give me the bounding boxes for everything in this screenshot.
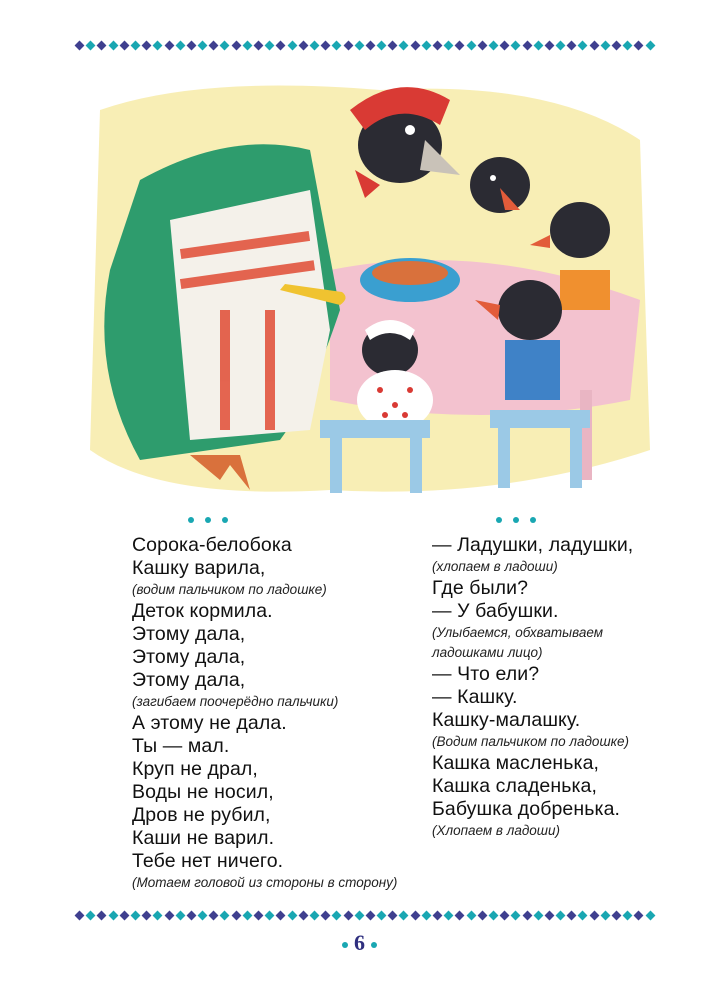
- border-diamond: [522, 910, 532, 920]
- poem-stage-direction: (хлопаем в ладоши): [432, 559, 558, 574]
- border-diamond: [612, 910, 622, 920]
- border-diamond: [600, 910, 610, 920]
- poem-line: Ты — мал.: [132, 735, 230, 757]
- border-diamond: [500, 40, 510, 50]
- border-diamond: [198, 40, 208, 50]
- border-diamond: [365, 910, 375, 920]
- border-diamond: [399, 40, 409, 50]
- poem-stage-direction: (Мотаем головой из стороны в сторону): [132, 875, 398, 890]
- border-diamond: [477, 910, 487, 920]
- border-diamond: [433, 40, 443, 50]
- border-diamond: [365, 40, 375, 50]
- border-diamond: [377, 910, 387, 920]
- poem-ladushki: [432, 534, 662, 841]
- poem-line: Тебе нет ничего.: [132, 850, 284, 872]
- border-diamond: [242, 40, 252, 50]
- page-number: [0, 930, 719, 956]
- border-diamond: [466, 910, 476, 920]
- border-diamond: [623, 910, 633, 920]
- border-diamond: [444, 910, 454, 920]
- border-diamond: [108, 910, 118, 920]
- border-diamond: [354, 40, 364, 50]
- border-diamond: [142, 40, 152, 50]
- border-diamond: [108, 40, 118, 50]
- border-diamond: [466, 40, 476, 50]
- page-number-dot-left: [342, 942, 348, 948]
- border-diamond: [511, 910, 521, 920]
- border-diamond: [242, 910, 252, 920]
- border-diamond: [455, 910, 465, 920]
- border-diamond: [309, 910, 319, 920]
- border-diamond: [130, 40, 140, 50]
- border-diamond: [119, 910, 129, 920]
- border-diamond: [265, 910, 275, 920]
- poem-line: Этому дала,: [132, 669, 246, 691]
- border-diamond: [421, 40, 431, 50]
- border-diamond: [287, 40, 297, 50]
- border-diamond: [556, 910, 566, 920]
- border-diamond: [421, 910, 431, 920]
- border-diamond: [488, 910, 498, 920]
- border-diamond: [75, 910, 85, 920]
- border-diamond: [343, 910, 353, 920]
- border-diamond: [276, 40, 286, 50]
- poem-line: Где были?: [432, 577, 529, 599]
- border-diamond: [455, 40, 465, 50]
- border-diamond: [220, 40, 230, 50]
- border-diamond: [544, 910, 554, 920]
- border-diamond: [276, 910, 286, 920]
- border-diamond: [97, 40, 107, 50]
- border-diamond: [634, 40, 644, 50]
- border-diamond: [175, 40, 185, 50]
- border-diamond: [556, 40, 566, 50]
- poem-line: А этому не дала.: [132, 712, 287, 734]
- border-diamond: [410, 910, 420, 920]
- border-diamond: [153, 910, 163, 920]
- border-diamond: [343, 40, 353, 50]
- border-diamond: [388, 40, 398, 50]
- section-dots-right: [496, 515, 536, 525]
- poem-line: Деток кормила.: [132, 600, 273, 622]
- border-diamond: [119, 40, 129, 50]
- poem-stage-direction: (Улыбаемся, обхватываем: [432, 625, 603, 640]
- page-number-dot-right: [371, 942, 377, 948]
- border-diamond: [164, 910, 174, 920]
- decorative-border-top: [76, 40, 654, 50]
- border-diamond: [153, 40, 163, 50]
- poem-line: Воды не носил,: [132, 781, 274, 803]
- border-diamond: [254, 910, 264, 920]
- border-diamond: [287, 910, 297, 920]
- border-diamond: [231, 40, 241, 50]
- border-diamond: [645, 40, 655, 50]
- border-diamond: [86, 40, 96, 50]
- poem-line: Бабушка добренька.: [432, 798, 621, 820]
- border-diamond: [86, 910, 96, 920]
- border-diamond: [332, 40, 342, 50]
- border-diamond: [578, 40, 588, 50]
- poem-stage-direction: ладошками лицо): [432, 645, 543, 660]
- border-diamond: [186, 910, 196, 920]
- border-diamond: [321, 910, 331, 920]
- border-diamond: [354, 910, 364, 920]
- border-diamond: [612, 40, 622, 50]
- poem-line: Круп не драл,: [132, 758, 258, 780]
- border-diamond: [265, 40, 275, 50]
- border-diamond: [488, 40, 498, 50]
- poem-stage-direction: (водим пальчиком по ладошке): [132, 582, 327, 597]
- border-diamond: [220, 910, 230, 920]
- border-diamond: [377, 40, 387, 50]
- poem-line: Кашку варила,: [132, 557, 266, 579]
- poem-line: Этому дала,: [132, 623, 246, 645]
- border-diamond: [298, 910, 308, 920]
- border-diamond: [645, 910, 655, 920]
- border-diamond: [209, 910, 219, 920]
- border-diamond: [75, 40, 85, 50]
- illustration-magpie-feeding-chicks: [80, 70, 655, 500]
- border-diamond: [410, 40, 420, 50]
- border-diamond: [198, 910, 208, 920]
- border-diamond: [589, 910, 599, 920]
- poem-line: — Ладушки, ладушки,: [432, 534, 634, 556]
- border-diamond: [332, 910, 342, 920]
- porridge: [372, 261, 448, 285]
- poem-line: Каши не варил.: [132, 827, 275, 849]
- chick-top: [470, 157, 530, 213]
- border-diamond: [600, 40, 610, 50]
- poem-line: — У бабушки.: [432, 600, 559, 622]
- border-diamond: [522, 40, 532, 50]
- poem-line: Сорока-белобока: [132, 534, 292, 556]
- grandmother-apron: [170, 190, 330, 440]
- poem-line: Кашка масленька,: [432, 752, 600, 774]
- poem-stage-direction: (Хлопаем в ладоши): [432, 823, 561, 838]
- border-diamond: [164, 40, 174, 50]
- border-diamond: [578, 910, 588, 920]
- border-diamond: [589, 40, 599, 50]
- border-diamond: [533, 40, 543, 50]
- border-diamond: [567, 40, 577, 50]
- border-diamond: [511, 40, 521, 50]
- border-diamond: [634, 910, 644, 920]
- border-diamond: [298, 40, 308, 50]
- border-diamond: [209, 40, 219, 50]
- poem-line: Дров не рубил,: [132, 804, 271, 826]
- border-diamond: [231, 910, 241, 920]
- border-diamond: [623, 40, 633, 50]
- grandmother-eye: [405, 125, 415, 135]
- border-diamond: [254, 40, 264, 50]
- border-diamond: [500, 910, 510, 920]
- border-diamond: [388, 910, 398, 920]
- border-diamond: [433, 910, 443, 920]
- poem-line: — Кашку.: [432, 686, 518, 708]
- poem-line: Кашка сладенька,: [432, 775, 598, 797]
- page-number-value: 6: [354, 930, 365, 955]
- border-diamond: [477, 40, 487, 50]
- border-diamond: [444, 40, 454, 50]
- border-diamond: [309, 40, 319, 50]
- poem-line: — Что ели?: [432, 663, 540, 685]
- border-diamond: [175, 910, 185, 920]
- poem-line: Этому дала,: [132, 646, 246, 668]
- poem-stage-direction: (Водим пальчиком по ладошке): [432, 734, 630, 749]
- border-diamond: [399, 910, 409, 920]
- border-diamond: [533, 910, 543, 920]
- poem-line: Кашку-малашку.: [432, 709, 581, 731]
- border-diamond: [130, 910, 140, 920]
- border-diamond: [97, 910, 107, 920]
- border-diamond: [567, 910, 577, 920]
- border-diamond: [142, 910, 152, 920]
- border-diamond: [186, 40, 196, 50]
- poem-soroka-beloboka: [132, 534, 422, 893]
- border-diamond: [321, 40, 331, 50]
- border-diamond: [544, 40, 554, 50]
- section-dots-left: [188, 515, 228, 525]
- decorative-border-bottom: [76, 910, 654, 920]
- poem-stage-direction: (загибаем поочерёдно пальчики): [132, 694, 339, 709]
